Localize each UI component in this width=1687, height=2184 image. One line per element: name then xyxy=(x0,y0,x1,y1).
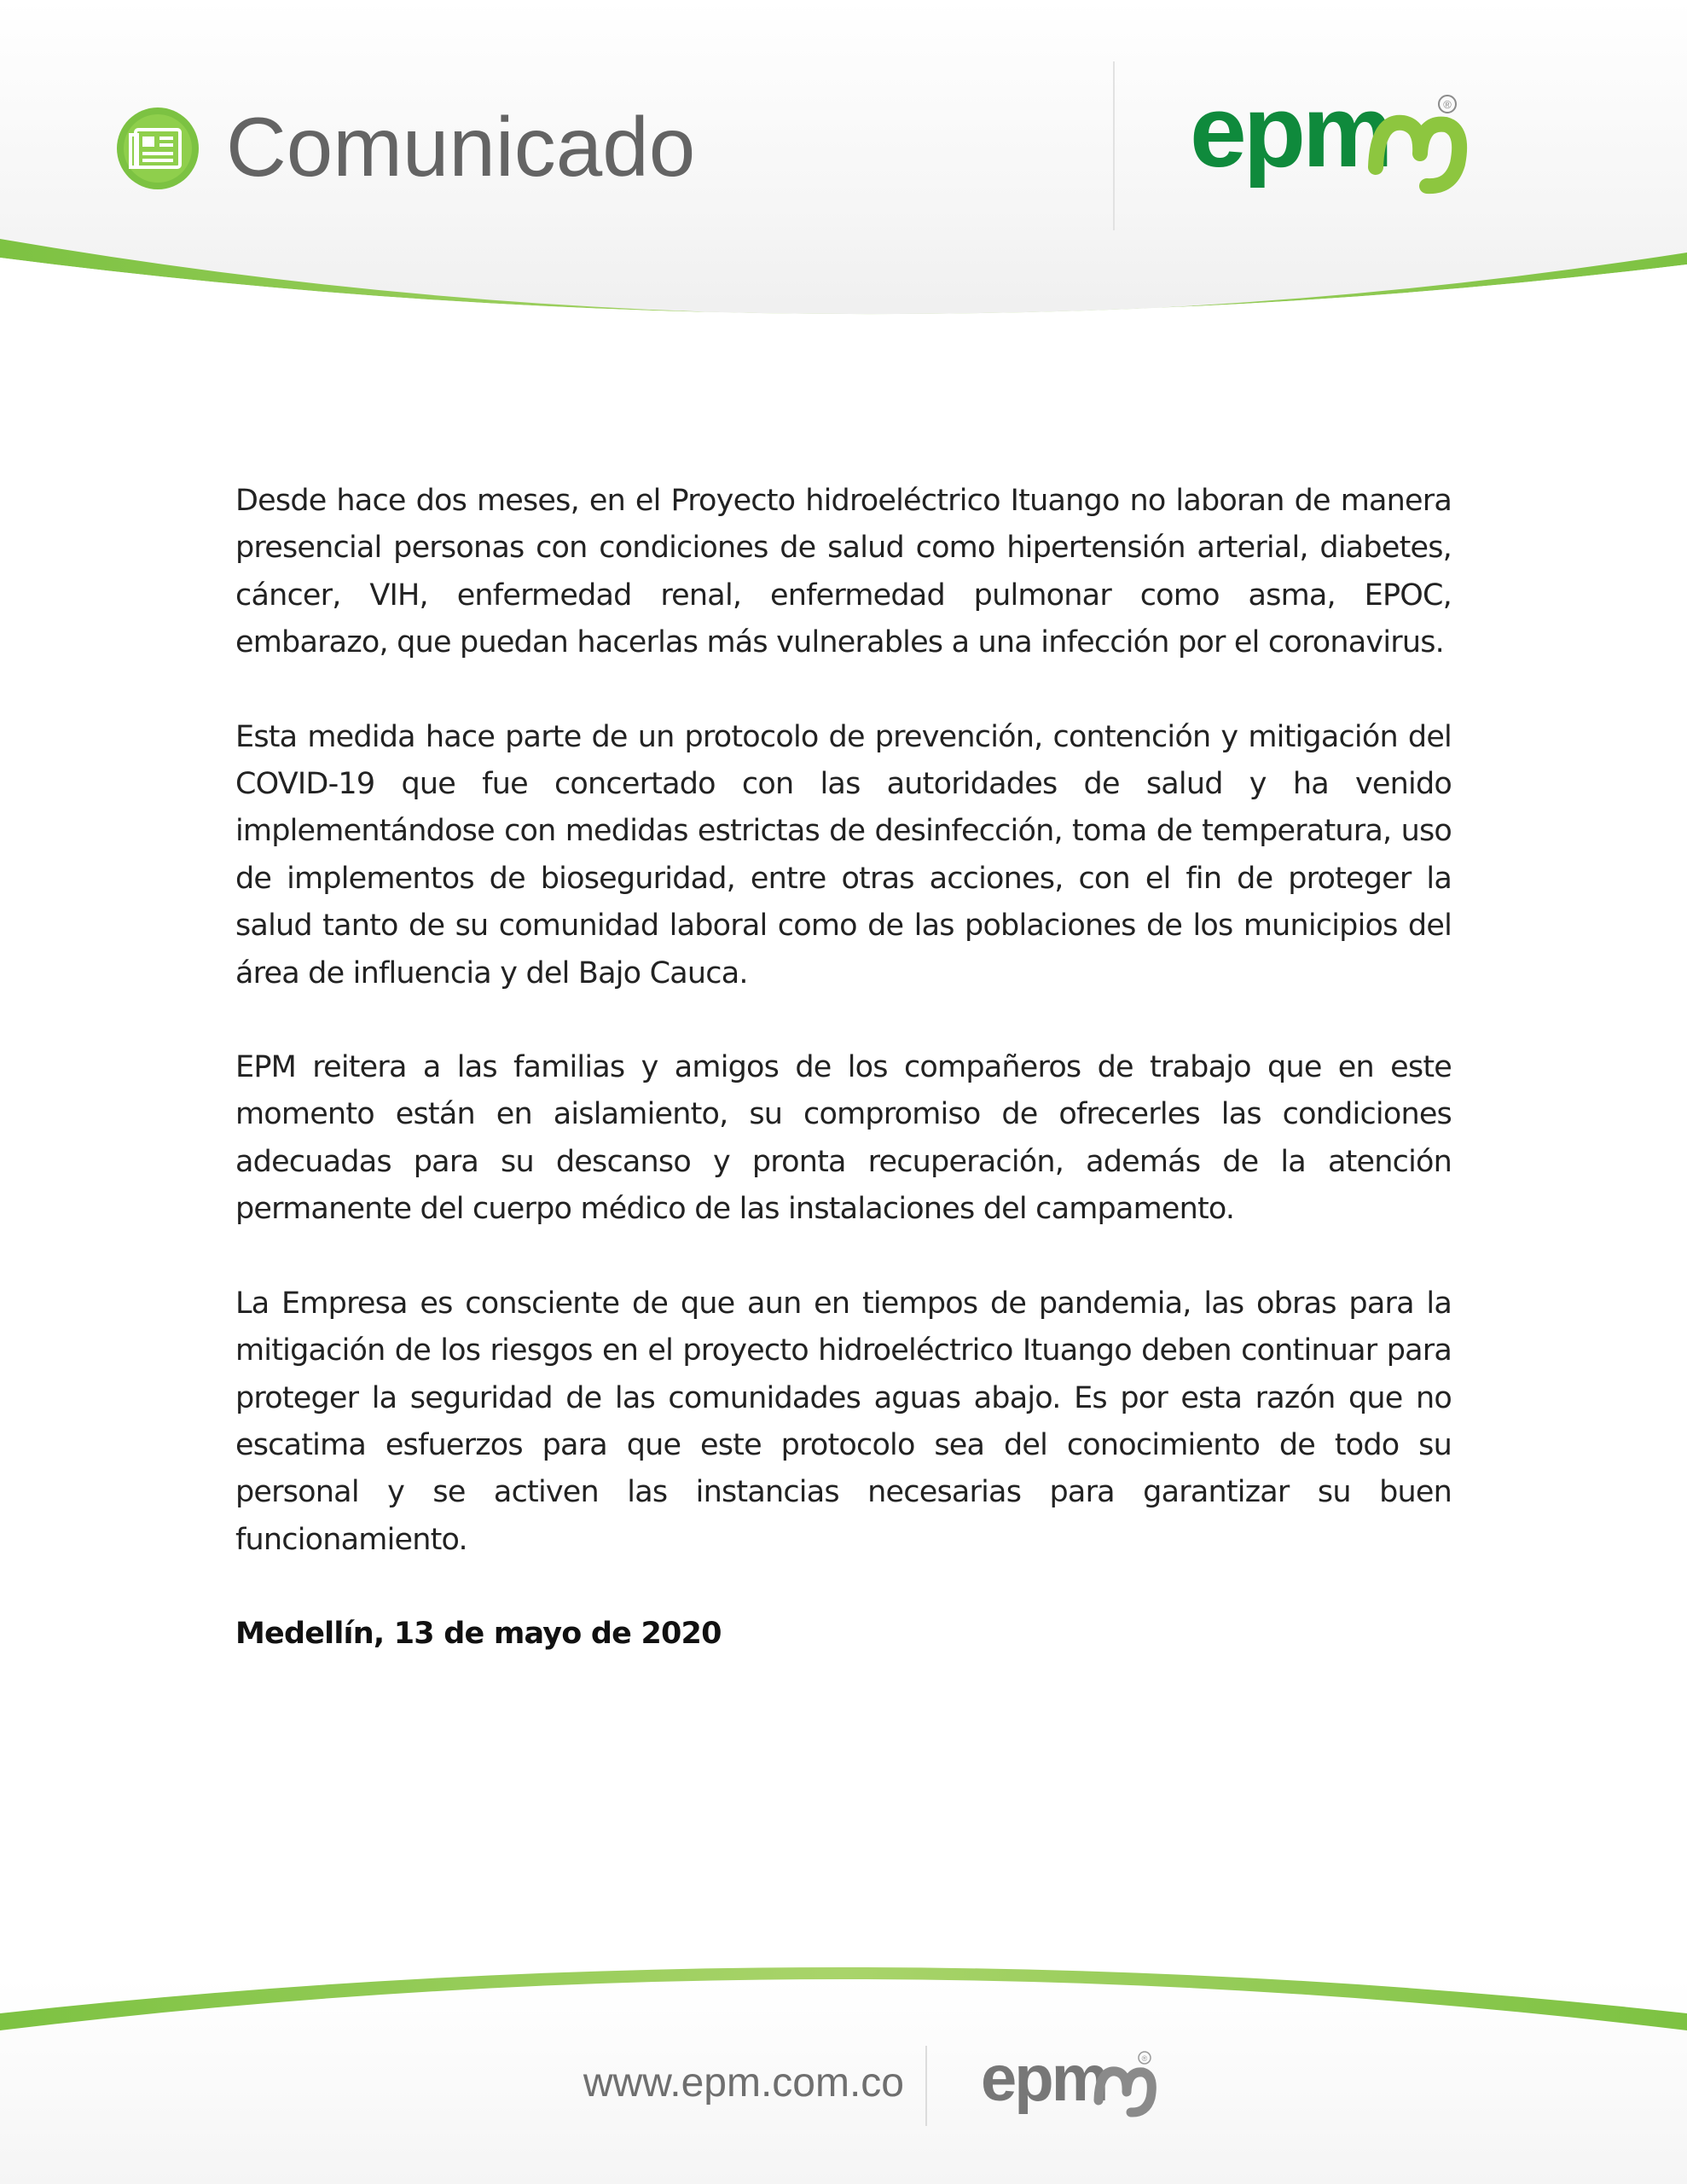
svg-text:®: ® xyxy=(1443,98,1452,111)
date-line: Medellín, 13 de mayo de 2020 xyxy=(235,1617,722,1652)
footer-divider xyxy=(925,2046,927,2126)
paragraph: Desde hace dos meses, en el Proyecto hidroeléctrico Ituango no laboran de manera presencial personas con condiciones de salud como hipertensión arterial, diabetes, cáncer, VIH, enfermedad renal, enfermedad pulmonar como asma, EPOC, embarazo, que puedan hacerlas más vulnerables a una infección por el coronavirus. xyxy=(235,484,1452,660)
epm-footer-logo xyxy=(981,2048,1160,2124)
header-green-wave xyxy=(0,239,1687,350)
svg-text:epm: epm xyxy=(1190,85,1390,189)
newspaper-icon xyxy=(115,106,200,191)
footer-url-link[interactable]: www.epm.com.co xyxy=(583,2060,904,2106)
svg-text:epm: epm xyxy=(981,2048,1107,2115)
footer-green-wave xyxy=(0,1962,1687,2030)
paragraph: EPM reitera a las familias y amigos de los compañeros de trabajo que en este momento están en aislamiento, su compromiso de ofrecerles las condiciones adecuadas para su descanso y pronta recuperación, además de la atención permanente del cuerpo médico de las instalaciones del campamento. xyxy=(235,1050,1452,1227)
document-body xyxy=(235,478,1452,1658)
header-divider xyxy=(1113,61,1115,230)
epm-logo xyxy=(1190,85,1471,213)
paragraph: La Empresa es consciente de que aun en tiempos de pandemia, las obras para la mitigación de los riesgos en el proyecto hidroeléctrico Ituango deben continuar para proteger la seguridad de las comunidades aguas abajo. Es por esta razón que no escatima esfuerzos para que este protocolo sea del conocimiento de todo su personal y se activen las instancias necesarias para garantizar su buen funcionamiento. xyxy=(235,1286,1452,1557)
page-title: Comunicado xyxy=(226,100,696,194)
paragraph: Esta medida hace parte de un protocolo de prevención, contención y mitigación del COVID-19 que fue concertado con las autoridades de salud y ha venido implementándose con medidas estrictas de desinfección, toma de temperatura, uso de implementos de bioseguridad, entre otras acciones, con el fin de proteger la salud tanto de su comunidad laboral como de las poblaciones de los municipios del área de influencia y del Bajo Cauca. xyxy=(235,719,1452,990)
svg-text:®: ® xyxy=(1141,2054,1148,2063)
